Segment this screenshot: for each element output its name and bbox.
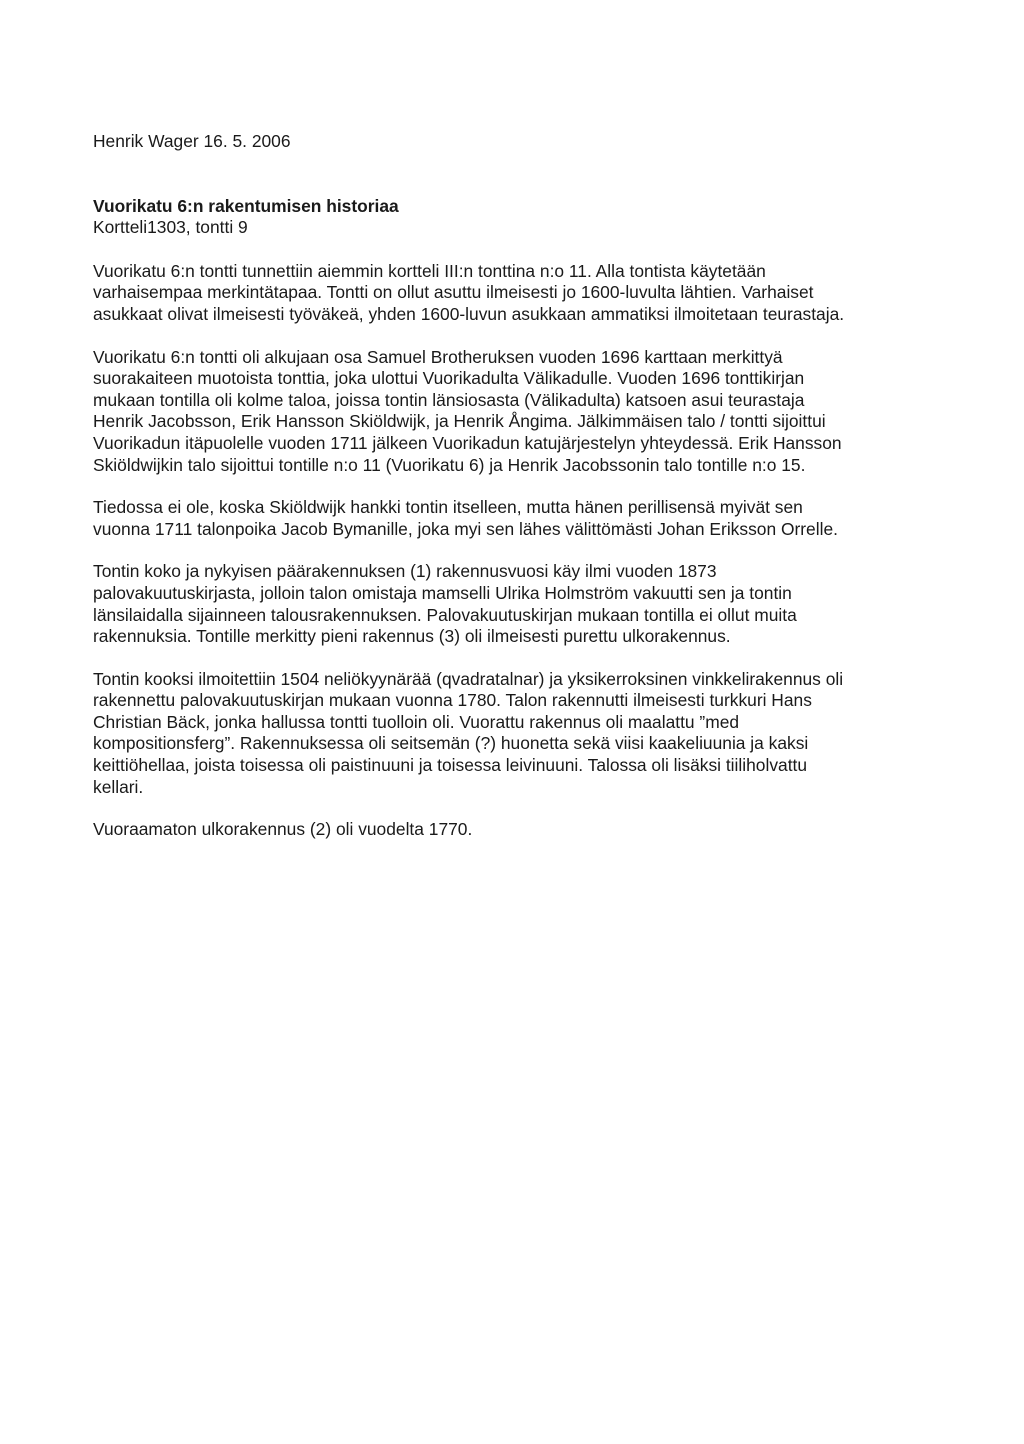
text-line: länsilaidalla sijainneen talousrakennuksen. Palovakuutuskirjan mukaan tontilla ei ollut muita [93,604,797,625]
text-line: Vuorikadun itäpuolelle vuoden 1711 jälkeen Vuorikadun katujärjestelyn yhteydessä. Erik Hansson [93,432,842,453]
text-line: Vuorikatu 6:n tontti oli alkujaan osa Samuel Brotheruksen vuoden 1696 karttaan merkittyä [93,346,783,367]
text-line: varhaisempaa merkintätapaa. Tontti on ollut asuttu ilmeisesti jo 1600-luvulta lähtien. Varhaiset [93,282,814,303]
paragraph [93,347,938,477]
paragraph [93,261,938,326]
text-line: mukaan tontilla oli kolme taloa, joissa tontin länsiosasta (Välikadulta) katsoen asui teurastaja [93,389,805,410]
text-line: Skiöldwijkin talo sijoittui tontille n:o 11 (Vuorikatu 6) ja Henrik Jacobssonin talo tontille n:o 15. [93,454,806,475]
text-line: Henrik Jacobsson, Erik Hansson Skiöldwijk, ja Henrik Ångima. Jälkimmäisen talo / tontti sijoittui [93,411,826,432]
text-line: keittiöhellaa, joista toisessa oli paistinuuni ja toisessa leivinuuni. Talossa oli lisäksi tiiliholvattu [93,755,808,776]
document-title: Vuorikatu 6:n rakentumisen historiaa [93,195,399,216]
text-line: kompositionsferg”. Rakennuksessa oli seitsemän (?) huonetta sekä viisi kaakeliuunia ja kaksi [93,733,809,754]
paragraph [93,669,938,799]
text-line: Tiedossa ei ole, koska Skiöldwijk hankki tontin itselleen, mutta hänen perillisensä myivät sen [93,497,803,518]
paragraph [93,819,938,841]
text-line: suorakaiteen muotoista tonttia, joka ulottui Vuorikadulta Välikadulle. Vuoden 1696 tonttikirjan [93,368,805,389]
text-line: rakennettu palovakuutuskirjan mukaan vuonna 1780. Talon rakennutti ilmeisesti turkkuri Hans [93,690,812,711]
text-line: Tontin koko ja nykyisen päärakennuksen (1) rakennusvuosi käy ilmi vuoden 1873 [93,561,717,582]
paragraph [93,561,938,647]
text-line: asukkaat olivat ilmeisesti työväkeä, yhden 1600-luvun asukkaan ammatiksi ilmoitetaan teurastaja. [93,303,845,324]
text-line: kellari. [93,776,144,797]
text-line: palovakuutuskirjasta, jolloin talon omistaja mamselli Ulrika Holmström vakuutti sen ja tontin [93,582,792,603]
author-date: Henrik Wager 16. 5. 2006 [93,131,291,151]
text-line: vuonna 1711 talonpoika Jacob Bymanille, joka myi sen lähes välittömästi Johan Eriksson Orrelle. [93,518,838,539]
text-line: Vuoraamaton ulkorakennus (2) oli vuodelta 1770. [93,819,473,840]
document-subtitle: Kortteli1303, tontti 9 [93,217,248,238]
document-body [93,131,938,862]
text-line: Vuorikatu 6:n tontti tunnettiin aiemmin kortteli III:n tonttina n:o 11. Alla tontista käytetään [93,260,766,281]
text-line: rakennuksia. Tontille merkitty pieni rakennus (3) oli ilmeisesti purettu ulkorakennus. [93,626,731,647]
text-line: Christian Bäck, jonka hallussa tontti tuolloin oli. Vuorattu rakennus oli maalattu ”med [93,711,740,732]
paragraph [93,497,938,540]
text-line: Tontin kooksi ilmoitettiin 1504 neliökyynärää (qvadratalnar) ja yksikerroksinen vinkkelirakennus oli [93,668,844,689]
